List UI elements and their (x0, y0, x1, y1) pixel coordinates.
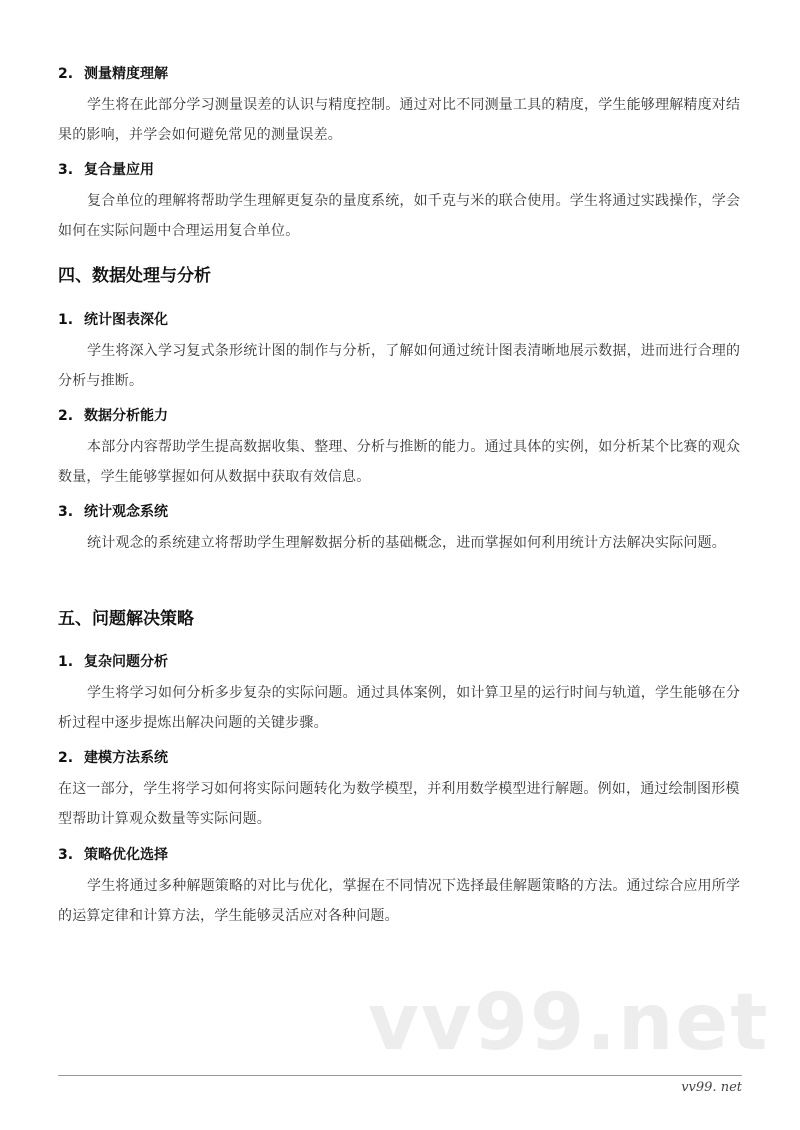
paragraph-block (58, 678, 748, 738)
subsection-title-text: 测量精度理解 (84, 66, 168, 82)
subsection-title (58, 160, 748, 180)
subsection-title-text: 策略优化选择 (84, 847, 168, 863)
subsection-title (58, 502, 748, 522)
subsection-title (58, 310, 748, 330)
paragraph-block (58, 528, 748, 558)
subsection-number: 2. (58, 750, 74, 766)
subsection-title-text: 统计观念系统 (84, 504, 168, 520)
paragraph: 学生将通过多种解题策略的对比与优化，掌握在不同情况下选择最佳解题策略的方法。通过综合应用所学的运算定律和计算方法，学生能够灵活应对各种问题。 (58, 878, 741, 924)
subsection-title (58, 64, 748, 84)
paragraph-block (58, 336, 748, 396)
paragraph: 本部分内容帮助学生提高数据收集、整理、分析与推断的能力。通过具体的实例，如分析某个比赛的观众数量，学生能够掌握如何从数据中获取有效信息。 (58, 439, 741, 485)
watermark: vv99.net (368, 978, 770, 1068)
subsection-number: 1. (58, 312, 74, 328)
subsection-data-analysis-ability (58, 406, 748, 426)
paragraph: 学生将深入学习复式条形统计图的制作与分析，了解如何通过统计图表清晰地展示数据，进而进行合理的分析与推断。 (58, 343, 741, 389)
paragraph-block (58, 774, 748, 834)
section-problem-solving (58, 607, 748, 631)
subsection-number: 2. (58, 408, 74, 424)
section-data-analysis (58, 264, 748, 288)
subsection-title (58, 652, 748, 672)
section-heading: 四、数据处理与分析 (58, 266, 211, 286)
paragraph-block (58, 90, 748, 150)
paragraph-block (58, 432, 748, 492)
paragraph: 复合单位的理解将帮助学生理解更复杂的量度系统，如千克与米的联合使用。学生将通过实践操作，学会如何在实际问题中合理运用复合单位。 (58, 193, 741, 239)
subsection-number: 3. (58, 847, 74, 863)
subsection-measurement-precision (58, 64, 748, 84)
paragraph-block (58, 186, 748, 246)
paragraph: 统计观念的系统建立将帮助学生理解数据分析的基础概念，进而掌握如何利用统计方法解决实际问题。 (87, 535, 726, 551)
subsection-title (58, 845, 748, 865)
subsection-title-text: 复杂问题分析 (84, 654, 168, 670)
subsection-modeling-methods (58, 748, 748, 768)
subsection-title (58, 406, 748, 426)
subsection-compound-units (58, 160, 748, 180)
subsection-title-text: 复合量应用 (84, 162, 154, 178)
subsection-statistical-charts (58, 310, 748, 330)
footer-site-label: vv99. net (681, 1080, 742, 1095)
subsection-complex-problems (58, 652, 748, 672)
paragraph: 在这一部分，学生将学习如何将实际问题转化为数学模型，并利用数学模型进行解题。例如，通过绘制图形模型帮助计算观众数量等实际问题。 (58, 781, 740, 827)
section-heading: 五、问题解决策略 (58, 609, 194, 629)
subsection-strategy-optimization (58, 845, 748, 865)
subsection-number: 2. (58, 66, 74, 82)
footer-divider (58, 1075, 742, 1076)
paragraph-block (58, 871, 748, 931)
subsection-title-text: 数据分析能力 (84, 408, 168, 424)
subsection-title-text: 建模方法系统 (84, 750, 168, 766)
paragraph: 学生将学习如何分析多步复杂的实际问题。通过具体案例，如计算卫星的运行时间与轨道，学生能够在分析过程中逐步提炼出解决问题的关键步骤。 (58, 685, 741, 731)
subsection-title (58, 748, 748, 768)
subsection-title-text: 统计图表深化 (84, 312, 168, 328)
subsection-number: 1. (58, 654, 74, 670)
subsection-statistical-concepts (58, 502, 748, 522)
subsection-number: 3. (58, 162, 74, 178)
subsection-number: 3. (58, 504, 74, 520)
paragraph: 学生将在此部分学习测量误差的认识与精度控制。通过对比不同测量工具的精度，学生能够理解精度对结果的影响，并学会如何避免常见的测量误差。 (58, 97, 741, 143)
